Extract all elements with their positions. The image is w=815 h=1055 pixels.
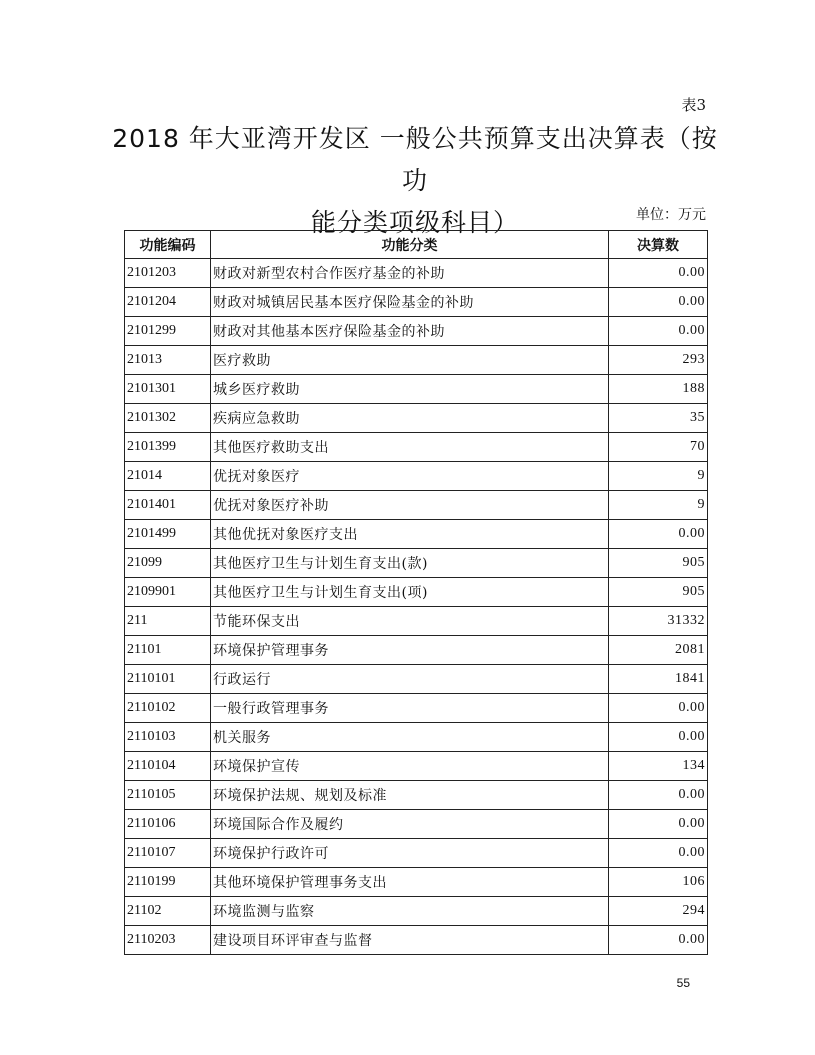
row-code: 2110101: [125, 665, 211, 694]
header-final-amount: 决算数: [609, 231, 708, 259]
header-function-category: 功能分类: [211, 231, 609, 259]
row-code: 2110203: [125, 926, 211, 955]
row-code: 2110104: [125, 752, 211, 781]
table-row: [125, 346, 708, 375]
row-name: 一般行政管理事务: [211, 694, 609, 723]
row-amount: 0.00: [609, 288, 708, 317]
row-amount: 35: [609, 404, 708, 433]
row-code: 2110106: [125, 810, 211, 839]
table-row: [125, 868, 708, 897]
row-name: 医疗救助: [211, 346, 609, 375]
row-code: 2101301: [125, 375, 211, 404]
row-amount: 905: [609, 549, 708, 578]
row-amount: 9: [609, 462, 708, 491]
row-name: 财政对其他基本医疗保险基金的补助: [211, 317, 609, 346]
table-row: [125, 462, 708, 491]
row-name: 其他医疗卫生与计划生育支出(款): [211, 549, 609, 578]
row-code: 2110199: [125, 868, 211, 897]
row-name: 其他医疗救助支出: [211, 433, 609, 462]
row-code: 2110107: [125, 839, 211, 868]
row-amount: 0.00: [609, 694, 708, 723]
row-amount: 9: [609, 491, 708, 520]
row-name: 环境保护法规、规划及标准: [211, 781, 609, 810]
table-row: [125, 520, 708, 549]
table-row: [125, 259, 708, 288]
table-row: [125, 578, 708, 607]
row-amount: 31332: [609, 607, 708, 636]
table-row: [125, 723, 708, 752]
row-name: 节能环保支出: [211, 607, 609, 636]
row-code: 2101203: [125, 259, 211, 288]
row-name: 优抚对象医疗补助: [211, 491, 609, 520]
row-amount: 0.00: [609, 781, 708, 810]
row-amount: 293: [609, 346, 708, 375]
table-row: [125, 810, 708, 839]
row-code: 2110102: [125, 694, 211, 723]
table-row: [125, 897, 708, 926]
budget-table: [124, 230, 708, 955]
table-row: [125, 375, 708, 404]
table-row: [125, 317, 708, 346]
row-code: 21014: [125, 462, 211, 491]
table-number: 表3: [681, 96, 706, 114]
table-row: [125, 607, 708, 636]
unit-label: 单位：万元: [636, 207, 706, 223]
row-amount: 0.00: [609, 520, 708, 549]
table-row: [125, 491, 708, 520]
table-row: [125, 752, 708, 781]
table-row: [125, 781, 708, 810]
row-name: 其他优抚对象医疗支出: [211, 520, 609, 549]
row-amount: 0.00: [609, 810, 708, 839]
title-line-1: 2018 年大亚湾开发区 一般公共预算支出决算表（按功: [112, 124, 718, 195]
row-name: 机关服务: [211, 723, 609, 752]
row-name: 优抚对象医疗: [211, 462, 609, 491]
row-name: 城乡医疗救助: [211, 375, 609, 404]
row-amount: 905: [609, 578, 708, 607]
row-amount: 0.00: [609, 926, 708, 955]
title-line-2: 能分类项级科目）: [310, 208, 519, 237]
row-name: 行政运行: [211, 665, 609, 694]
table-row: [125, 549, 708, 578]
table-row: [125, 288, 708, 317]
row-name: 疾病应急救助: [211, 404, 609, 433]
row-amount: 0.00: [609, 839, 708, 868]
row-amount: 0.00: [609, 259, 708, 288]
row-name: 其他医疗卫生与计划生育支出(项): [211, 578, 609, 607]
row-name: 环境保护管理事务: [211, 636, 609, 665]
row-code: 211: [125, 607, 211, 636]
row-name: 环境保护宣传: [211, 752, 609, 781]
table-row: [125, 433, 708, 462]
row-code: 2110105: [125, 781, 211, 810]
row-amount: 294: [609, 897, 708, 926]
row-code: 2101401: [125, 491, 211, 520]
row-code: 2101299: [125, 317, 211, 346]
row-code: 21101: [125, 636, 211, 665]
row-amount: 0.00: [609, 317, 708, 346]
row-amount: 134: [609, 752, 708, 781]
row-name: 其他环境保护管理事务支出: [211, 868, 609, 897]
row-amount: 1841: [609, 665, 708, 694]
row-amount: 2081: [609, 636, 708, 665]
table-header-row: [125, 231, 708, 259]
row-amount: 188: [609, 375, 708, 404]
row-code: 2101302: [125, 404, 211, 433]
row-name: 环境国际合作及履约: [211, 810, 609, 839]
row-name: 环境监测与监察: [211, 897, 609, 926]
row-code: 2101399: [125, 433, 211, 462]
row-name: 财政对城镇居民基本医疗保险基金的补助: [211, 288, 609, 317]
table-row: [125, 839, 708, 868]
row-name: 环境保护行政许可: [211, 839, 609, 868]
row-name: 财政对新型农村合作医疗基金的补助: [211, 259, 609, 288]
row-amount: 0.00: [609, 723, 708, 752]
page-title: [110, 118, 720, 244]
row-code: 21013: [125, 346, 211, 375]
table-row: [125, 926, 708, 955]
row-code: 2101499: [125, 520, 211, 549]
row-amount: 70: [609, 433, 708, 462]
row-code: 2109901: [125, 578, 211, 607]
table-row: [125, 694, 708, 723]
row-code: 2101204: [125, 288, 211, 317]
page-number: 55: [676, 976, 690, 990]
table-row: [125, 665, 708, 694]
table-row: [125, 636, 708, 665]
row-code: 21099: [125, 549, 211, 578]
row-name: 建设项目环评审查与监督: [211, 926, 609, 955]
row-code: 2110103: [125, 723, 211, 752]
header-function-code: 功能编码: [125, 231, 211, 259]
row-amount: 106: [609, 868, 708, 897]
table-row: [125, 404, 708, 433]
row-code: 21102: [125, 897, 211, 926]
